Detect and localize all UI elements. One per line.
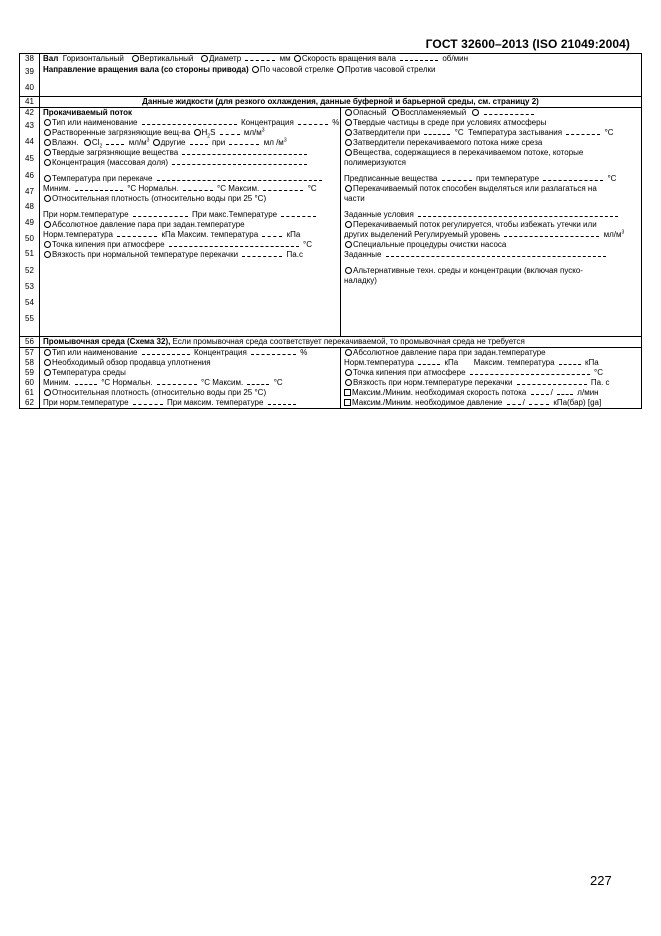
pump-temp-radio[interactable] — [44, 175, 51, 182]
solids-radio[interactable] — [345, 119, 352, 126]
flush-density-max-field[interactable] — [268, 398, 296, 405]
pressure-norm-field[interactable] — [117, 230, 157, 237]
pumped-flow-cell: Прокачиваемый поток Тип или наименование Концентрация % Растворенные загрязняющие вещ-ва $H_2S$ $мл/м^3$ Влажн. $Cl_2$ $мл/м^3$ другие при мл $/м^3$ Твердые загрязняющие вещества Концентрация (массовая доля) Температура при перекаче Миним. °C Нормальн. °C Максим. °C Относительная плотность (относительно воды при 25 °C) При норм.температуре При макс.Температуре Абсолютное давление пара при задан.температуре Норм.температура кПа Максим. температура кПа Точка кипения при атмосфере °C Вязкость при нормальной температуре перекачки Па.с — [40, 108, 341, 337]
pumped-flow-title: Прокачиваемый поток — [43, 108, 133, 117]
liquid-title: Данные жидкости (для резкого охлаждения, данные буферной и барьерной среды, см. страницу 2) — [40, 97, 642, 108]
h2s-radio[interactable] — [194, 129, 201, 136]
pressure-max-field[interactable] — [262, 230, 282, 237]
h2s-field[interactable] — [220, 128, 240, 135]
other-hazard-field[interactable] — [484, 108, 534, 115]
density-max-field[interactable] — [281, 210, 316, 217]
flush-normal-field[interactable] — [157, 378, 197, 385]
flush-min-field[interactable] — [75, 378, 97, 385]
flush-max-field[interactable] — [247, 378, 269, 385]
shaft-line: Вал Горизонтальный Вертикальный Диаметр мм Скорость вращения вала об/мин — [43, 54, 468, 63]
others-field[interactable] — [190, 138, 208, 145]
cl2-field[interactable] — [106, 138, 124, 145]
flush-density-radio[interactable] — [44, 389, 51, 396]
flush-left-cell: Тип или наименование Концентрация % Необходимый обзор продавца уплотнения Температура среды Миним. °C Нормальн. °C Максим. °C Относительная плотность (относительно воды при 25 °C) При норм.температуре При максим. температуре — [40, 348, 341, 409]
page-number: 227 — [590, 873, 612, 888]
hazardous-radio[interactable] — [345, 109, 352, 116]
flush-pressure-max-field[interactable] — [559, 358, 581, 365]
flush-pressure-norm-field[interactable] — [418, 358, 440, 365]
humid-radio[interactable] — [44, 139, 51, 146]
liquid-section — [20, 108, 642, 337]
abs-pressure-radio[interactable] — [44, 221, 51, 228]
pressure-max-field[interactable] — [507, 398, 521, 405]
vertical-radio[interactable] — [132, 55, 139, 62]
flush-conc-field[interactable] — [251, 348, 296, 355]
pump-temp-field[interactable] — [157, 174, 322, 181]
row-numbers: 57 58 59 60 61 62 — [20, 348, 40, 409]
type-name-field[interactable] — [142, 118, 237, 125]
row-numbers: 38 39 40 — [20, 54, 40, 97]
counterclockwise-radio[interactable] — [337, 66, 344, 73]
given-field[interactable] — [386, 250, 606, 257]
flush-density-norm-field[interactable] — [133, 398, 163, 405]
others-at-field[interactable] — [229, 138, 259, 145]
boiling-field[interactable] — [169, 240, 299, 247]
hardeners-below-radio[interactable] — [345, 139, 352, 146]
flush-abs-pressure-radio[interactable] — [345, 349, 352, 356]
hardeners-field[interactable] — [424, 128, 450, 135]
prescribed-field[interactable] — [442, 174, 472, 181]
viscosity-field[interactable] — [242, 250, 282, 257]
pump-max-field[interactable] — [263, 184, 303, 191]
concentration-field[interactable] — [298, 118, 328, 125]
given-cond-field[interactable] — [418, 210, 618, 217]
decompose-radio[interactable] — [345, 185, 352, 192]
solid-field[interactable] — [182, 148, 307, 155]
freezing-field[interactable] — [566, 128, 600, 135]
prescribed-temp-field[interactable] — [543, 174, 603, 181]
shaft-section — [20, 54, 642, 97]
flush-boiling-radio[interactable] — [345, 369, 352, 376]
clockwise-radio[interactable] — [252, 66, 259, 73]
flush-type-field[interactable] — [142, 348, 190, 355]
direction-line: Направление вращения вала (со стороны привода) По часовой стрелке Против часовой стрелки — [43, 65, 436, 74]
medium-temp-radio[interactable] — [44, 369, 51, 376]
speed-radio[interactable] — [294, 55, 301, 62]
dissolved-radio[interactable] — [44, 129, 51, 136]
solid-radio[interactable] — [44, 149, 51, 156]
boiling-radio[interactable] — [44, 241, 51, 248]
flush-title: Промывочная среда (Схема 32), Если промывочная среда соответствует перекачиваемой, то промывочная среда не требуется — [40, 337, 642, 348]
row-numbers: 42 43 44 45 46 47 48 49 50 51 52 53 54 55 — [20, 108, 40, 337]
rel-density-radio[interactable] — [44, 195, 51, 202]
flush-viscosity-radio[interactable] — [345, 379, 352, 386]
flush-boiling-field[interactable] — [470, 368, 590, 375]
diameter-field[interactable] — [245, 54, 275, 61]
viscosity-radio[interactable] — [44, 251, 51, 258]
diameter-radio[interactable] — [201, 55, 208, 62]
flow-max-field[interactable] — [531, 388, 549, 395]
hardeners-radio[interactable] — [345, 129, 352, 136]
hazard-cell: Опасный Воспламеняемый Твердые частицы в среде при условиях атмосферы Затвердители при °C Температура застывания °C Затвердители перекачиваемого потока ниже среза Вещества, содержащиеся в перекачиваемом потоке, которые полимеризуются Предписанные вещества при температуре °C Перекачиваемый поток способен выделяться или разлагаться на части Заданные условия Перекачиваемый поток регулируется, чтобы избежать утечки или других выделений Регулируемый уровень $мл/м^3$ Специальные процедуры очистки насоса Заданные Альтернативные техн. среды и концентрации (включая пуско- наладку) — [341, 108, 642, 337]
pump-min-field[interactable] — [75, 184, 123, 191]
other-hazard-radio[interactable] — [472, 109, 479, 116]
regulated-level-field[interactable] — [504, 230, 599, 237]
flush-type-radio[interactable] — [44, 349, 51, 356]
flow-min-field[interactable] — [557, 388, 573, 395]
cl2-radio[interactable] — [84, 139, 91, 146]
type-name-radio[interactable] — [44, 119, 51, 126]
mass-conc-radio[interactable] — [44, 159, 51, 166]
seal-data-sheet-table — [19, 53, 642, 409]
density-norm-field[interactable] — [133, 210, 188, 217]
cleaning-radio[interactable] — [345, 241, 352, 248]
speed-field[interactable] — [400, 54, 438, 61]
polymerize-radio[interactable] — [345, 149, 352, 156]
document-header: ГОСТ 32600–2013 (ISO 21049:2004) — [425, 37, 630, 51]
flush-title-row: 56 Промывочная среда (Схема 32), Если промывочная среда соответствует перекачиваемой, то промывочная среда не требуется — [20, 337, 642, 348]
liquid-title-row: 41 Данные жидкости (для резкого охлаждения, данные буферной и барьерной среды, см. страницу 2) — [20, 97, 642, 108]
flow-rate-checkbox[interactable] — [344, 389, 351, 396]
mass-conc-field[interactable] — [172, 158, 307, 165]
pump-normal-field[interactable] — [183, 184, 213, 191]
flush-section — [20, 348, 642, 409]
others-radio[interactable] — [153, 139, 160, 146]
seal-review-radio[interactable] — [44, 359, 51, 366]
alt-radio[interactable] — [345, 267, 352, 274]
regulated-radio[interactable] — [345, 221, 352, 228]
shaft-cell — [40, 54, 642, 97]
pressure-min-field[interactable] — [529, 398, 549, 405]
flush-viscosity-field[interactable] — [517, 378, 587, 385]
flush-right-cell: Абсолютное давление пара при задан.температуре Норм.температура кПа Максим. температура кПа Точка кипения при атмосфере °C Вязкость при норм.температуре перекачки Па. с Максим./Миним. необходимая скорость потока / л/мин Максим./Миним. необходимое давление / кПа(бар) [ga] — [341, 348, 642, 409]
flammable-radio[interactable] — [392, 109, 399, 116]
pressure-checkbox[interactable] — [344, 399, 351, 406]
